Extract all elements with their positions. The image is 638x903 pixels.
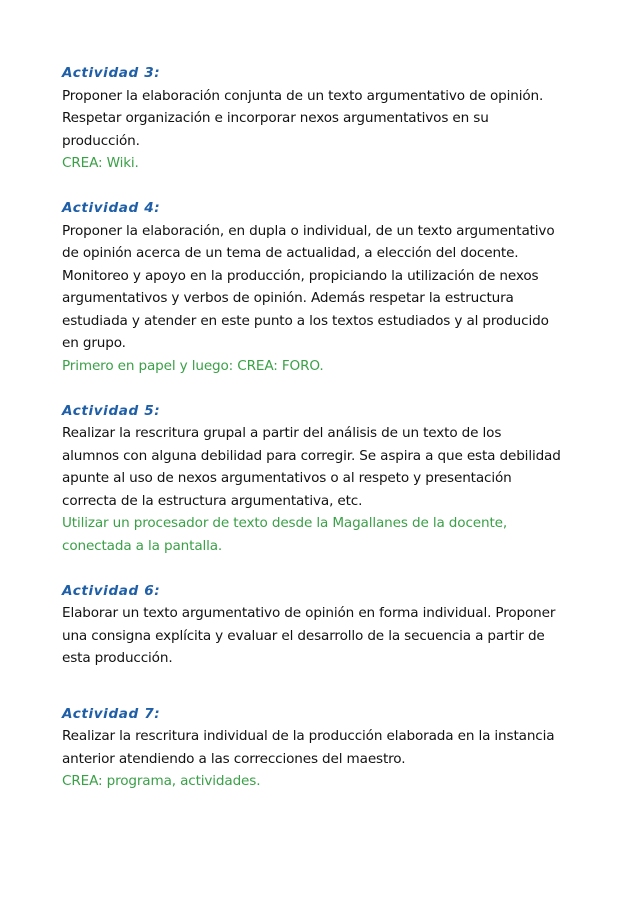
tool-note: Utilizar un procesador de texto desde la Magallanes de la docente,: [62, 515, 508, 531]
body-line: de opinión acerca de un tema de actualidad, a elección del docente.: [62, 245, 519, 261]
body-line: Realizar la rescritura grupal a partir del análisis de un texto de los: [62, 425, 502, 441]
spacer: [62, 175, 582, 198]
body-line: alumnos con alguna debilidad para corregir. Se aspira a que esta debilidad: [62, 447, 561, 464]
spacer: [62, 670, 582, 703]
document-content: [62, 62, 582, 793]
activity-heading: Actividad 3:: [62, 65, 161, 81]
activity-4: [62, 197, 582, 377]
activity-3: [62, 62, 582, 175]
body-line: Elaborar un texto argumentativo de opinión en forma individual. Proponer: [62, 605, 556, 621]
body-line: Proponer la elaboración conjunta de un texto argumentativo de opinión.: [62, 87, 544, 104]
activity-heading: Actividad 6:: [62, 582, 161, 599]
spacer: [62, 377, 582, 400]
body-line: anterior atendiendo a las correcciones del maestro.: [62, 750, 406, 767]
body-line: argumentativos y verbos de opinión. Además respetar la estructura: [62, 290, 514, 306]
activity-6: [62, 580, 582, 670]
body-line: Realizar la rescritura individual de la producción elaborada en la instancia: [62, 728, 555, 744]
spacer: [62, 557, 582, 580]
body-line: Proponer la elaboración, en dupla o individual, de un texto argumentativo: [62, 222, 555, 239]
activity-heading: Actividad 7:: [62, 705, 161, 722]
body-line: apunte al uso de nexos argumentativos o al respeto y presentación: [62, 470, 512, 486]
tool-note: CREA: Wiki.: [62, 155, 139, 171]
tool-note: Primero en papel y luego: CREA: FORO.: [62, 357, 324, 374]
activity-heading: Actividad 5:: [62, 402, 161, 419]
tool-note: CREA: programa, actividades.: [62, 773, 261, 789]
body-line: estudiada y atender en este punto a los textos estudiados y al producido: [62, 312, 549, 329]
body-line: esta producción.: [62, 650, 173, 666]
body-line: Monitoreo y apoyo en la producción, propiciando la utilización de nexos: [62, 267, 539, 284]
activity-heading: Actividad 4:: [62, 200, 161, 216]
activity-5: [62, 400, 582, 558]
body-line: en grupo.: [62, 335, 126, 351]
body-line: producción.: [62, 132, 140, 149]
body-line: una consigna explícita y evaluar el desarrollo de la secuencia a partir de: [62, 627, 545, 644]
tool-note: conectada a la pantalla.: [62, 537, 223, 554]
activity-7: [62, 703, 582, 793]
body-line: correcta de la estructura argumentativa, etc.: [62, 492, 363, 509]
body-line: Respetar organización e incorporar nexos argumentativos en su: [62, 110, 489, 126]
